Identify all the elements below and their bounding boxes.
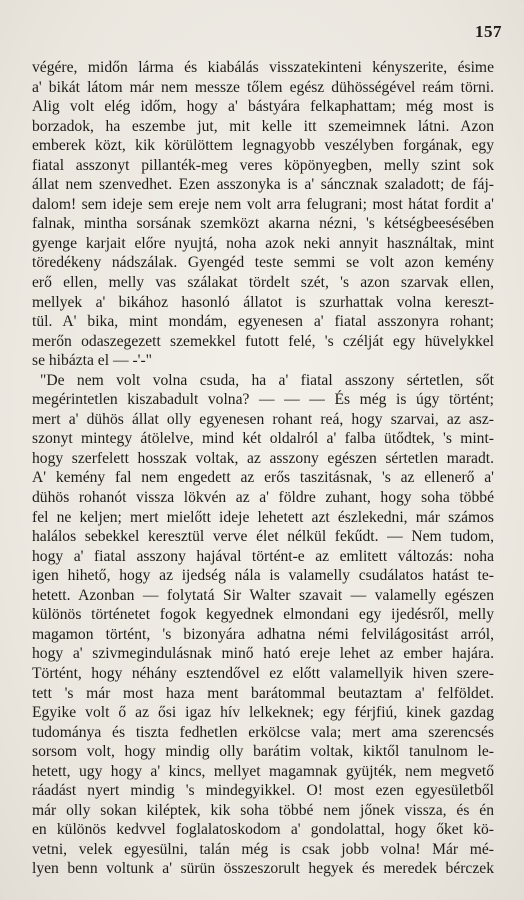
body-text	[32, 58, 494, 879]
text-line: borzadok, ha eszembe jut, mit kelle itt szemeimnek látni. Azon	[32, 117, 494, 135]
text-line: tudománya és tiszta fedhetlen erkölcse vala; mert ama szerencsés	[32, 723, 494, 741]
text-line: hogy szerfelett hosszak voltak, az asszony egészen sértetlen maradt.	[32, 449, 494, 467]
text-line: különös történetet fogok kegyednek elmondani egy ijedésről, melly	[32, 606, 494, 624]
text-line: tül. A' bika, mint mondám, egyenesen a' fiatal asszonyra rohant;	[32, 313, 494, 331]
text-line: sorsom volt, hogy mindig olly barátim voltak, kiktől tanulnom le-	[32, 743, 494, 761]
text-line: dühös rohanót vissza lökvén az a' földre zuhant, hogy soha többé	[32, 489, 494, 507]
text-line: Történt, hogy néhány esztendővel ez előtt valamellyik hiven szere-	[32, 664, 494, 682]
text-line: töredékeny nádszálak. Gyengéd teste semmi se volt azon kemény	[32, 254, 494, 272]
text-line: falnak, mintha sorsának szemközt akarna nézni, 's kétségbeesésében	[32, 215, 494, 233]
text-line: végére, midőn lárma és kiabálás visszatekinteni kényszerite, ésime	[32, 59, 494, 76]
text-line: megérintetlen kiszabadult volna? — — — És még is úgy történt;	[32, 391, 494, 409]
text-line: szonyt mintegy átölelve, mind két oldalról a' falba ütődtek, 's mint-	[32, 430, 494, 448]
text-line: már olly sokan kiléptek, kik soha többé nem jőnek vissza, és én	[32, 801, 494, 819]
text-line: fel ne keljen; mert mielőtt ideje lehetett azt észlekedni, már számos	[32, 508, 494, 526]
text-line: Alig volt elég időm, hogy a' bástyára felkaphattam; még most is	[32, 98, 494, 116]
text-line: igen hihető, hogy az ijedség nála is valamelly csudálatos hatást te-	[32, 567, 494, 585]
text-line: dalom! sem ideje sem ereje nem volt arra felugrani; most hátat fordit a'	[32, 195, 494, 213]
text-line: magamon történt, 's bizonyára adhatna némi felvilágositást arról,	[32, 625, 494, 643]
text-line: hogy a' fiatal asszony hajával történt-e az emlitett változás: noha	[32, 547, 494, 565]
text-line: lyen benn voltunk a' sürün összeszorult hegyek és meredek bérczek	[32, 860, 494, 878]
text-line: hogy a' szivmegindulásnak minő ható ereje lehet az ember hajára.	[32, 645, 494, 663]
text-line: a' bikát látom már nem messze tőlem egész dühösségével reám törni.	[32, 78, 494, 96]
text-line: állat nem szenvedhet. Ezen asszonyka is a' sáncznak szaladott; de fáj-	[32, 176, 494, 194]
text-line: merőn odaszegezett szemekkel futott felé, 's czélját egy hüvelykkel	[32, 332, 494, 350]
text-line: erő ellen, melly vas szálakat tördelt szét, 's azon szarvak ellen,	[32, 274, 494, 292]
text-line: mellyek a' bikához hasonló állatot is szurhattak volna kereszt-	[32, 293, 494, 311]
text-line: Egyike volt ő az ősi igaz hív lelkeknek; egy férjfiú, kinek gazdag	[32, 704, 494, 722]
text-line: hetett. Azonban — folytatá Sir Walter szavait — valamelly egészen	[32, 586, 494, 604]
text-line: ráadást nyert mindig 's mindegyikkel. O! most ezen egyesületből	[32, 782, 494, 800]
page-number: 157	[475, 22, 502, 41]
text-line: A' kemény fal nem engedett az erős taszitásnak, 's az ellenerő a'	[32, 469, 494, 487]
text-line: en különös kedvvel foglalatoskodom a' gondolattal, hogy őket kö-	[32, 821, 494, 839]
text-line: emberek közt, kik körülöttem legnagyobb veszélyben forgának, egy	[32, 137, 494, 155]
text-line: tett 's már most haza ment barátommal beutaztam a' felföldet.	[32, 684, 494, 702]
text-line: fiatal asszonyt pillanték-meg veres köpönyegben, melly szint sok	[32, 156, 494, 174]
text-line: hetett, ugy hogy a' kincs, mellyet magamnak gyüjték, nem megvető	[32, 762, 494, 780]
text-line: mert a' dühös állat olly egyenesen rohant reá, hogy szarvai, az asz-	[32, 410, 494, 428]
text-line: "De nem volt volna csuda, ha a' fiatal asszony sértetlen, sőt	[40, 371, 494, 389]
text-line: vetni, velek egyesülni, talán még is csak jobb volna! Már mé-	[32, 840, 494, 858]
text-line: gyenge karjait előre nyujtá, noha azok neki annyit használtak, mint	[32, 234, 494, 252]
text-line: se hibázta el — -'-"	[32, 352, 153, 370]
text-line: halálos sebekkel keresztül verve élet nélkül fekűdt. — Nem tudom,	[32, 528, 494, 546]
